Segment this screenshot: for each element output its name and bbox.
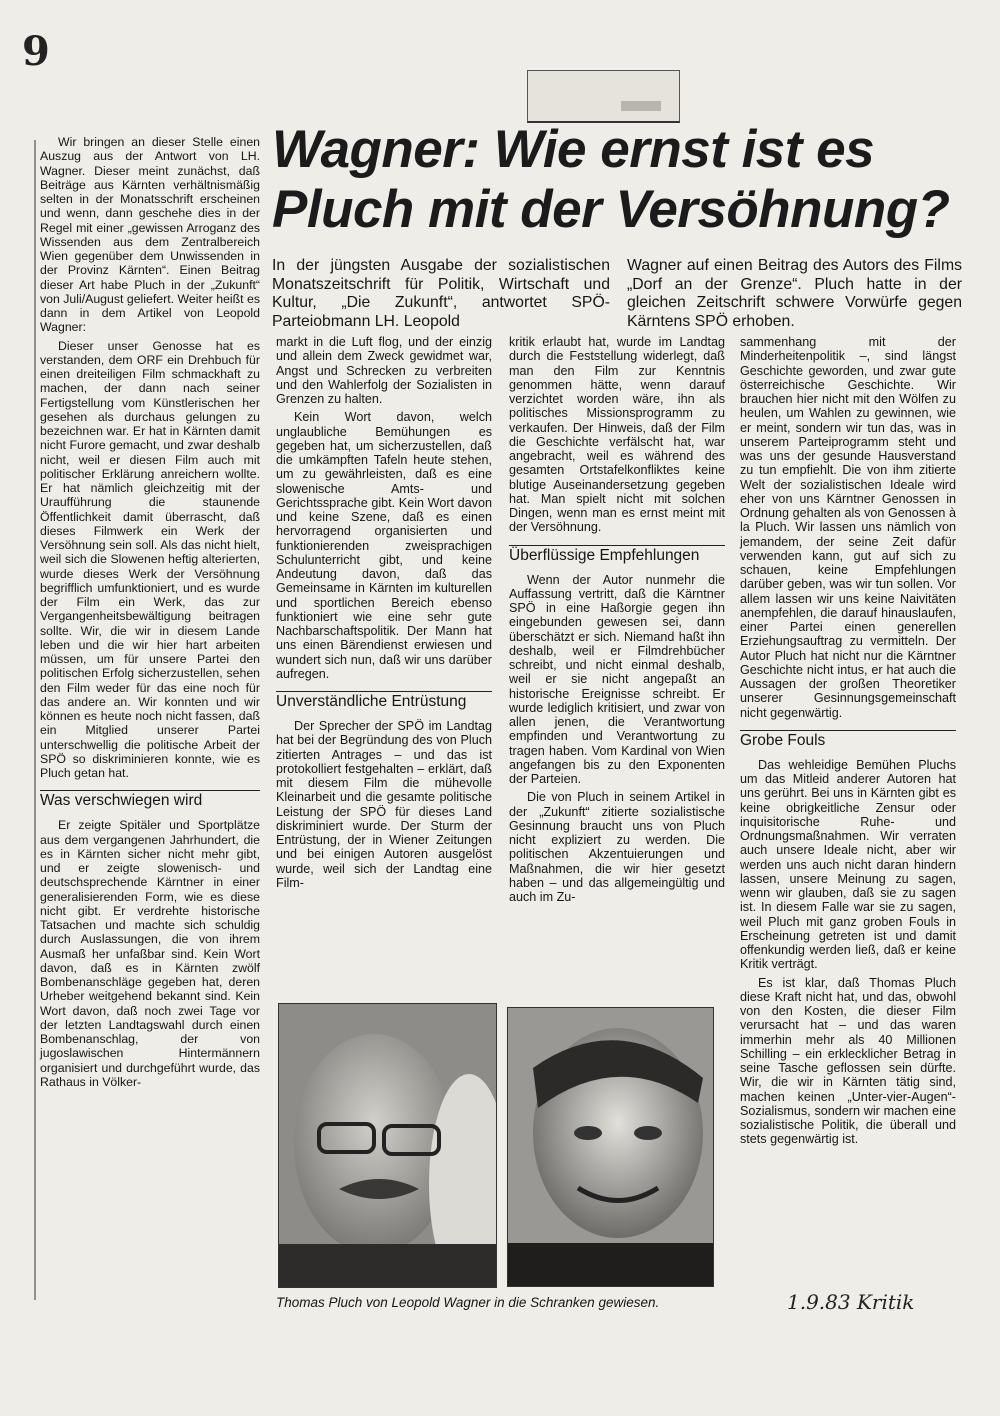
subheading-unverstaendliche-entruestung: Unverständliche Entrüstung (276, 691, 492, 711)
col2-paragraph-1: markt in die Luft flog, und der einzig und allein dem Zweck gewidmet war, Angst und Schrecken zu verbreiten und den Wahlerfolg der Sozialisten in Grenzen zu halten. (276, 335, 492, 406)
col1-paragraph-1: Wir bringen an dieser Stelle einen Auszug aus der Antwort von LH. Wagner. Dieser meint zunächst, daß Beiträge aus Kärnten verhältnismäßig selten in der Monatsschrift erscheinen und wenn, dann geschehe dies in der Regel mit einer „gewissen Arroganz des Wissenden aus dem Zentralbereich Wien gegenüber dem Unwissenden in der Provinz Kärnten“. Einen Beitrag dieser Art habe Pluch in der „Zukunft“ von Juli/August geliefert. Weiter heißt es dann in dem Artikel von Leopold Wagner: (40, 135, 260, 335)
page-number: 9 (22, 28, 50, 75)
archive-stamp (527, 70, 680, 123)
col2-paragraph-2: Kein Wort davon, welch unglaubliche Bemühungen es gegeben hat, um sicherzustellen, daß die umkämpften Tafeln heute stehen, um zu gewährleisten, daß es eine slowenische Amts- und Gerichtssprache gibt. Kein Wort davon und keine Szene, daß es einen hervorragend organisierten und funktionierenden zweisprachigen Schulunterricht gibt, und keine Andeutung davon, daß das Gemeinsame in Kärnten im kulturellen und sportlichen Bereich ebenso funktioniert wie eine sehr gute Nachbarschaftspolitik. Der Mann hat uns einen Bärendienst erwiesen und wundert sich nun, daß wir uns darüber aufregen. (276, 410, 492, 681)
headline (272, 120, 972, 240)
col4-paragraph-1: sammenhang mit der Minderheitenpolitik –, sind längst Geschichte geworden, und zwar gute österreichische Geschichte. Wir brauchen hier nicht mit den Wölfen zu heulen, um Wahlen zu gewinnen, wie er meint, sondern wir tun das, was in unserem Parteiprogramm steht und was uns der gesunde Hausverstand zu tun empfiehlt. Die von ihm zitierte Welt der sozialistischen Ideale wird eher von uns Kärntner Genossen in Ordnung gehalten als von Genossen à la Pluch. Wir lassen uns nämlich von jemandem, der seine Zeit dafür verwenden kann, gut auf sich zu schauen, keine Empfehlungen darüber geben, was wir tun sollen. Vor allem lassen wir uns keine Naivitäten anempfehlen, die darauf hinauslaufen, einer Partei einen generellen Erziehungsauftrag zu vermitteln. Der Autor Pluch hat nicht nur die Kärntner Geschichte nicht intus, er hat auch die Aussagen der großen Theoretiker unserer Gesinnungsgemeinschaft nicht gegenwärtig. (740, 335, 956, 720)
col4-paragraph-2: Das wehleidige Bemühen Pluchs um das Mitleid anderer Autoren hat uns gerührt. Bei uns in Kärnten gibt es keine obrigkeitliche Zensur oder inquisitorische Ruhe- und Ordnungsmaßnahmen. Wir verraten auch unsere Ideale nicht, aber wir werden uns auch nicht daran hindern lassen, unsere Meinung zu sagen, wenn wir glauben, daß sie zu sagen ist. In diesem Falle war sie zu sagen, weil Pluch mit ganz groben Fouls in Erscheinung getreten ist und damit offenkundig werden ließ, daß er keine Kritik verträgt. (740, 757, 956, 972)
portrait-photo-2 (508, 1008, 713, 1286)
portrait-photo-1 (279, 1004, 496, 1287)
photo-caption: Thomas Pluch von Leopold Wagner in die Schranken gewiesen. (276, 1295, 660, 1310)
col1-paragraph-2: Dieser unser Genosse hat es verstanden, dem ORF ein Drehbuch für einen dreiteiligen Film schmackhaft zu machen, der dann nach seiner Fertigstellung vom Künstlerischen her gesehen als durchaus gelungen zu bezeichnen war. Er hat in Kärnten damit nicht Furore gemacht, und zwar deshalb nicht, weil er diesen Film auch mit politischer Erklärung anreichern wollte. Er hat nämlich gleichzeitig mit der Uraufführung die staunende Öffentlichkeit damit überrascht, daß dieses Filmwerk ein Werk der Versöhnung sein soll. Als das nicht hielt, weil sich die Slowenen heftig alterierten, wurde dieses Werk der Versöhnung begrifflich umfunktioniert, und es wurde der Film ein Werk, das zur Vergangenheitsbewältigung beitragen sollte. Wir, die wir in diesem Lande leben und die wir hier hart arbeiten müssen, um für unsere Partei den politischen Erfolg sicherzustellen, sehen den Film weder für das eine noch für das andere an. Wir konnten und wir können es heute noch nicht fassen, daß ein Mitglied unserer Partei unterschwellig die politische Arbeit der SPÖ so diskriminieren konnte, wie es Pluch getan hat. (40, 338, 260, 780)
col3-paragraph-2: Wenn der Autor nunmehr die Auffassung vertritt, daß die Kärntner SPÖ in eine Haßorgie gegen ihn eingebunden gewesen sei, dann überschätzt er sich. Niemand haßt ihn deshalb, weil er Filmdrehbücher schreibt, und nicht einmal deshalb, weil er sie nicht angepaßt an historische Ereignisse schreibt. Er wurde lediglich kritisiert, und zwar von allen jenen, die Verantwortung empfinden und Verantwortung zu tragen haben. Vom Kardinal von Wien angefangen bis zu den Exponenten der Parteien. (509, 572, 725, 786)
col1-paragraph-3: Er zeigte Spitäler und Sportplätze aus dem vergangenen Jahrhundert, die es in Kärnten sicher nicht mehr gibt, und er zeigte slowenisch- und deutschsprechende Kärntner in einer generalisierenden Form, wie es diese nicht gibt. Er verdrehte historische Tatsachen und machte sich schuldig durch Auslassungen, die von ihrem Ausmaß her unfaßbar sind. Kein Wort davon, daß es in Kärnten zwölf Bombenanschläge gegeben hat, deren Urheber weitgehend bekannt sind. Kein Wort davon, daß noch zwei Tage vor der letzten Landtagswahl durch einen Bombenanschlag, der von jugoslawischen Hintermännern organisiert und durchgeführt wurde, das Rathaus in Völker- (40, 818, 260, 1089)
intro-left: In der jüngsten Ausgabe der sozialistischen Monatszeitschrift für Politik, Wirtschaft und Kultur, „Die Zukunft“, antwortet SPÖ-Parteiobmann LH. Leopold (272, 257, 610, 330)
col4-paragraph-3: Es ist klar, daß Thomas Pluch diese Kraft nicht hat, und das, obwohl von den Kosten, die dieser Film verursacht hat – und das waren immerhin mehr als 40 Millionen Schilling – ein erklecklicher Betrag in seine Tasche geflossen sein dürfte. Wir, die wir in Kärnten tätig sind, machen keinen „Unter-vier-Augen“-Sozialismus, sondern wir machen eine sozialistische Politik, die überall und stets gegenwärtig ist. (740, 975, 956, 1147)
photo-leopold-wagner (507, 1007, 714, 1287)
intro-right: Wagner auf einen Beitrag des Autors des Films „Dorf an der Grenze“. Pluch hatte in der gleichen Zeitschrift schwere Vorwürfe gegen Kärntens SPÖ erhoben. (627, 257, 962, 330)
handwritten-date-signature: 1.9.83 Kritik (787, 1290, 915, 1314)
stamp-smudge (621, 101, 661, 111)
column-3 (509, 335, 725, 904)
subheading-ueberfluessige-empfehlungen: Überflüssige Empfehlungen (509, 545, 725, 565)
subheading-grobe-fouls: Grobe Fouls (740, 730, 956, 750)
margin-rule (34, 140, 36, 1300)
col3-paragraph-1: kritik erlaubt hat, wurde im Landtag durch die Feststellung widerlegt, daß man den Film zur Kenntnis genommen hätte, wenn darauf verzichtet worden wäre, ihn als politisches Missionsprogramm zu verkaufen. Der Hinweis, daß der Film die Geschichte verfälscht hat, war angebracht, weil es während des gesamten Ortstafelkonfliktes keine blutige Auseinandersetzung gegeben hat. Man spielt nicht mit solchen Dingen, wenn man es ernst meint mit der Versöhnung. (509, 335, 725, 535)
column-2 (276, 335, 492, 890)
column-4 (740, 335, 956, 1147)
column-1 (40, 135, 260, 1089)
subheading-was-verschwiegen-wird: Was verschwiegen wird (40, 790, 260, 810)
col3-paragraph-3: Die von Pluch in seinem Artikel in der „Zukunft“ zitierte sozialistische Gesinnung braucht uns von Pluch nicht expliziert zu werden. Die politischen Akzentuierungen und Maßnahmen, die wir hier gesetzt haben – und das allgemeingültig und auch im Zu- (509, 790, 725, 904)
headline-line-2: Pluch mit der Versöhnung? (272, 180, 950, 239)
photo-thomas-pluch (278, 1003, 497, 1288)
headline-line-1: Wagner: Wie ernst ist es (272, 120, 875, 179)
col2-paragraph-3: Der Sprecher der SPÖ im Landtag hat bei der Begründung des von Pluch zitierten Antrages – und das ist protokolliert festgehalten – erklärt, daß mit diesem Film die mühevolle Kleinarbeit und die gesamte politische Leistung der SPÖ für dieses Land diskriminiert wurde. Der Sturm der Entrüstung, der in Wiener Zeitungen und bei einigen Autoren ausgelöst wurde, weil sich der Landtag eine Film- (276, 719, 492, 890)
